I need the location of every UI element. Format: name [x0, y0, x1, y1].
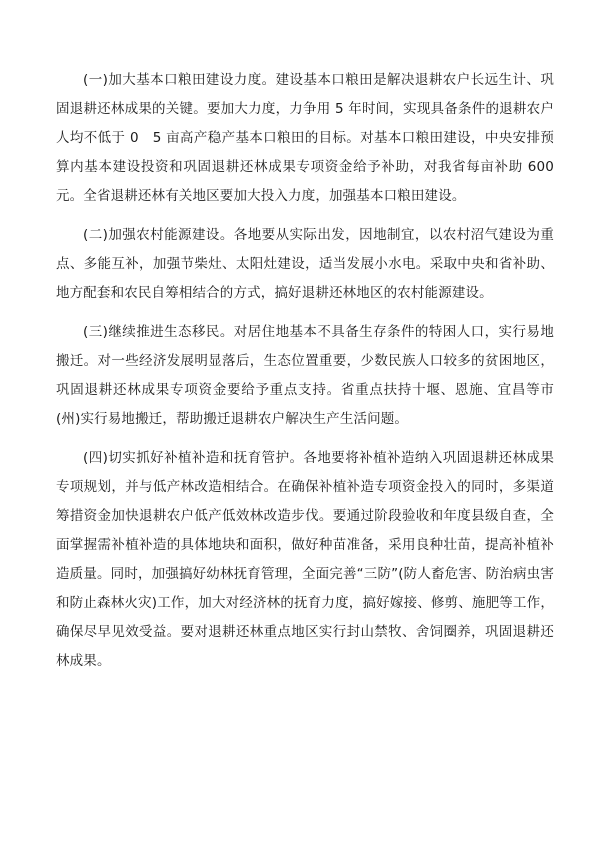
document-body	[56, 66, 554, 686]
paragraph-replanting-management: (四)切实抓好补植补造和抚育管护。各地要将补植补造纳入巩固退耕还林成果专项规划，并与低产林改造相结合。在确保补植补造专项资金投入的同时，多渠道筹措资金加快退耕农户低产低效林改造步伐。要通过阶段验收和年度县级自查，全面掌握需补植补造的具体地块和面积，做好种苗准备，采用良种壮苗，提高补植补造质量。同时，加强搞好幼林抚育管理，全面完善“三防”(防人畜危害、防治病虫害和防止森林火灾)工作，加大对经济林的抚育力度，搞好嫁接、修剪、施肥等工作，确保尽早见效受益。要对退耕还林重点地区实行封山禁牧、舍饲圈养，巩固退耕还林成果。	[56, 450, 554, 669]
paragraph-rural-energy: (二)加强农村能源建设。各地要从实际出发，因地制宜，以农村沼气建设为重点、多能互补，加强节柴灶、太阳灶建设，适当发展小水电。采取中央和省补助、地方配套和农民自筹相结合的方式，搞好退耕还林地区的农村能源建设。	[56, 227, 554, 301]
paragraph-ecological-migration: (三)继续推进生态移民。对居住地基本不具备生存条件的特困人口，实行易地搬迁。对一些经济发展明显落后，生态位置重要，少数民族人口较多的贫困地区，巩固退耕还林成果专项资金要给予重点支持。省重点扶持十堰、恩施、宜昌等市(州)实行易地搬迁，帮助搬迁退耕农户解决生产生活问题。	[56, 324, 554, 427]
paragraph-basic-grain-fields: (一)加大基本口粮田建设力度。建设基本口粮田是解决退耕农户长远生计、巩固退耕还林成果的关键。要加大力度，力争用 5 年时间，实现具备条件的退耕农户人均不低于 0 5 亩高产稳产基本口粮田的目标。对基本口粮田建设，中央安排预算内基本建设投资和巩固退耕还林成果专项资金给予补助，对我省每亩补助 600 元。全省退耕还林有关地区要加大投入力度，加强基本口粮田建设。	[56, 72, 554, 204]
